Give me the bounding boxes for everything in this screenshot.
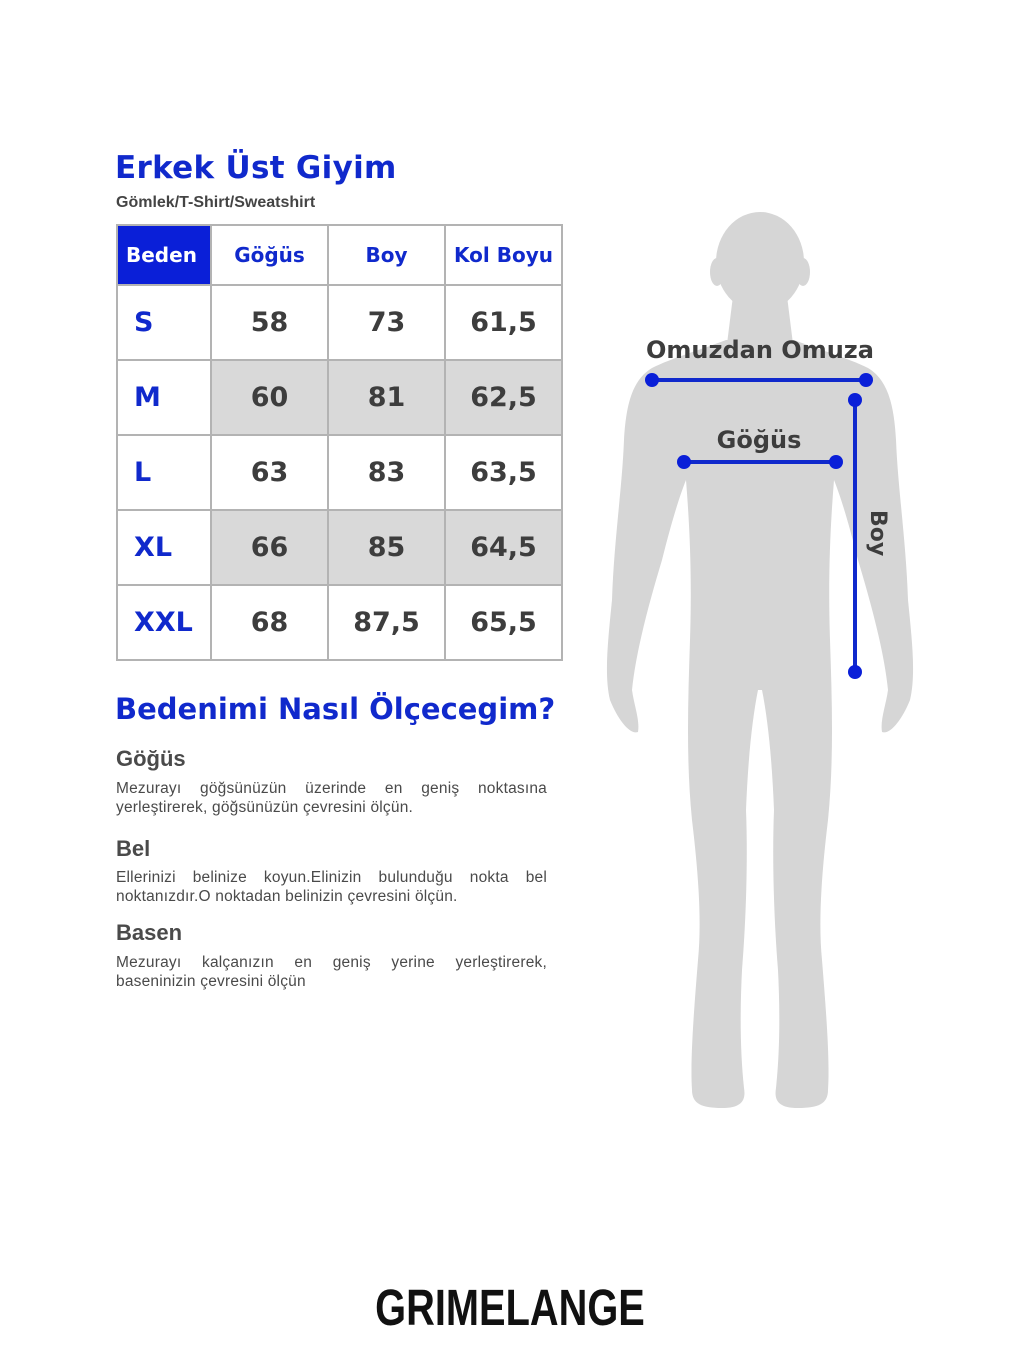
gogus-cell: 58 — [211, 285, 328, 360]
measure-guide-title: Bedenimi Nasıl Ölçecegim? — [115, 692, 556, 726]
boy-cell: 85 — [328, 510, 445, 585]
size-table — [116, 224, 563, 661]
page-subtitle: Gömlek/T-Shirt/Sweatshirt — [116, 194, 316, 211]
size-cell: L — [117, 435, 211, 510]
length-label: Boy — [865, 510, 890, 557]
chest-label: Göğüs — [716, 426, 802, 454]
boy-cell: 83 — [328, 435, 445, 510]
header-beden: Beden — [117, 225, 211, 285]
kol-boyu-cell: 63,5 — [445, 435, 562, 510]
kol-boyu-cell: 61,5 — [445, 285, 562, 360]
basen-description: Mezurayı kalçanızın en geniş yerine yerleştirerek, baseninizin çevresini ölçün — [116, 954, 547, 990]
page-title: Erkek Üst Giyim — [115, 150, 397, 186]
boy-cell: 73 — [328, 285, 445, 360]
bel-heading: Bel — [116, 836, 151, 861]
header-kol-boyu: Kol Boyu — [445, 225, 562, 285]
table-row — [117, 435, 562, 510]
basen-heading: Basen — [116, 920, 183, 945]
brand-logo: GRIMELANGE — [375, 1279, 645, 1336]
gogus-cell: 66 — [211, 510, 328, 585]
body-measurement-figure — [590, 210, 930, 1120]
bel-description: Ellerinizi belinize koyun.Elinizin bulunduğu nokta bel noktanızdır.O noktadan belinizin çevresini ölçün. — [116, 869, 547, 905]
table-row — [117, 585, 562, 660]
size-cell: S — [117, 285, 211, 360]
gogus-cell: 68 — [211, 585, 328, 660]
shoulder-label: Omuzdan Omuza — [646, 336, 874, 364]
size-cell: XL — [117, 510, 211, 585]
table-row — [117, 360, 562, 435]
size-cell: M — [117, 360, 211, 435]
gogus-cell: 63 — [211, 435, 328, 510]
kol-boyu-cell: 62,5 — [445, 360, 562, 435]
boy-cell: 87,5 — [328, 585, 445, 660]
size-cell: XXL — [117, 585, 211, 660]
boy-cell: 81 — [328, 360, 445, 435]
header-boy: Boy — [328, 225, 445, 285]
table-row — [117, 510, 562, 585]
gogus-description: Mezurayı göğsünüzün üzerinde en geniş noktasına yerleştirerek, göğsünüzün çevresini ölçün. — [116, 780, 547, 816]
kol-boyu-cell: 65,5 — [445, 585, 562, 660]
kol-boyu-cell: 64,5 — [445, 510, 562, 585]
gogus-cell: 60 — [211, 360, 328, 435]
table-header-row — [117, 225, 562, 285]
header-gogus: Göğüs — [211, 225, 328, 285]
gogus-heading: Göğüs — [116, 746, 186, 771]
table-row — [117, 285, 562, 360]
